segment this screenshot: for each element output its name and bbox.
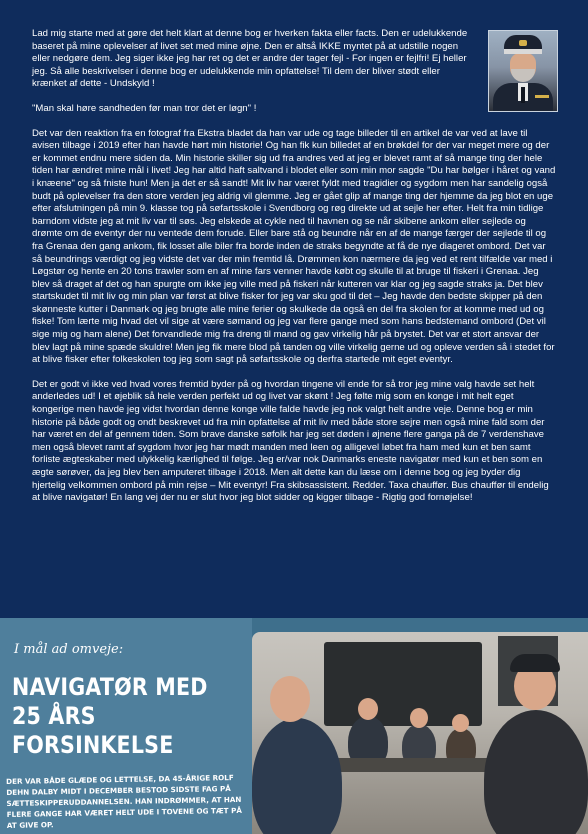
newspaper-clipping	[0, 618, 588, 834]
clipping-lead: DER VAR BÅDE GLÆDE OG LETTELSE, DA 45-ÅRIGE ROLF DEHN DALBY MIDT I DECEMBER BESTOD SIDSTE FAG PÅ SÆTTESKIPPERUDDANNELSEN. HAN INDRØMMER, AT HAN FLERE GANGE HAR VÆRET HELT UDE I TOVENE OG TÆT PÅ AT GIVE OP.	[6, 773, 242, 830]
clipping-title-line: 25 ÅRS FORSINKELSE	[12, 702, 174, 759]
clipping-title	[12, 673, 218, 760]
quote-paragraph: "Man skal høre sandheden før man tror det er løgn" !	[32, 102, 257, 114]
classroom-photo	[252, 632, 588, 834]
clipping-text-panel	[0, 618, 252, 834]
body-paragraph: Det var den reaktion fra en fotograf fra Ekstra bladet da han var ude og tage billeder til en artikel de var ved at lave til avisen tilbage i 2019 efter han havde hørt min historie! Og han fik kun billedet af en brøkdel for der var meget mere og der er kommet endnu mere siden da. Min historie skiller sig ud fra andres ved at jeg er blevet ramt af så mange ting der hele tiden har ændret mine mål i livet! Jeg har altid haft saltvand i blodet eller som min mor sagde "Du har bølger i håret og vand i knæene" og så fniste hun! Men ja det er så sandt! Mit liv har været fyldt med tragidier og sygdom men har sandelig også budt på oplevelser fra den store verden jeg aldrig vil glemme. Jeg er gået glip af mange ting der hjemme da jeg blot en uge efter afslutningen på min 9. klasse tog på søfartsskole i Svendborg og røg direkte ud at sejle her efter. Helt fra min tidlige barndom vidste jeg at mit liv var til søs. Jeg elskede at cykle ned til havnen og se når skibene ankom eller sejlede og drømte om de eventyr der nu ventede dem forude. Eller bare stå og beundre når en af de mange færger der sejlede til og fra Grenaa den gang ankom, fik losset alle biler fra borde inden de straks begyndte at få de nye diageret ombord. Det var så beundrings værdigt og jeg vidste det var der min fremtid lå. Drømmen kon nærmere da jeg ved et rent tilfælde var med i Løgstør og hente en 20 tons trawler som en af mine fars venner havde købt og skulle til at bruge til fiskeri i Grenaa. Jeg blev så draget af det og han spurgte om ikke jeg ville med på fiskeri når kutteren var klar og jeg sagde straks ja. Det blev startskudet til mit liv og min plan var først at blive fisker for jeg var sku god til det – Jeg havde den bedste skipper på den skønneste kutter i Danmark og jeg brugte alle mine ferier og skulkede da også en del fra skolen for at komme med ud og fiske! Tom lærte mig hvad det vil sige at være sømand og jeg var flere gange med som hans bedstemand ombord (Det vil sige mig og ham alene) Det forvandlede mig fra dreng til mand og gav virkelig hår på brystet. Det var et stort ansvar der blev lagt på mine spæde skuldre! Men jeg fik mere blod på tanden og ville virkelig gerne ud og opleve verden så i stedet for at blive fisker efter folkeskolen tog jeg som sagt på søfartsskole og derfra startede mit eget eventyr.	[32, 127, 556, 366]
clipping-title-line: NAVIGATØR MED	[12, 673, 208, 701]
clipping-kicker: I mål ad omveje:	[14, 642, 124, 657]
article-text	[32, 28, 556, 517]
intro-paragraph: Lad mig starte med at gøre det helt klart at denne bog er hverken fakta eller facts. Den er udelukkende baseret på mine oplevelser af livet set med mine øjne. Den er altså IKKE myntet på at udstille nogen eller nedgøre dem. Jeg siger ikke jeg har ret og det er andre der tager fejl - For ingen er fejlfri! Ej heller jeg. Så alle beskrivelser i denne bog er udelukkende min opfattelse! Til dem der bliver stødt eller krænket af dette - Undskyld !	[32, 28, 468, 90]
body-paragraph: Det er godt vi ikke ved hvad vores fremtid byder på og hvordan tingene vil ende for så tror jeg mine valg havde set helt anderledes ud! I et øjeblik så hele verden perfekt ud og livet var skønt ! Jeg følte mig som en konge i mit helt eget kongerige men havde jeg vidst hvordan denne konge ville falde havde jeg nok valgt helt andre veje. Denne bog er min historie på både godt og ondt beskrevet ud fra min opfattelse af mit liv med både store sejre men også mine fald som der har været en del af gennem tiden. Som brave danske søfolk har jeg set døden i øjnene flere ganga på de 7 verdenshave men også blevet ramt af sygdom hvor jeg har mødt manden med leen og alligevel løbet fra ham med kun et ben samt forliste ægteskaber med ulykkelig kærlighed til følge. Jeg er/var nok Danmarks eneste navigatør med kun et ben som en ægte sørøver, da jeg blev ben amputeret tilbage i 2018. Men alt dette kan du læse om i denne bog og jeg byder dig hjertelig velkommen ombord på min rejse – Mit eventyr! Fra skibsassistent. Redder. Taxa chauffør. Bus chauffør til endelig at blive navigatør! En lang vej der nu er slut hvor jeg blot sidder og kigger tilbage - Rigtig god fornøjelse!	[32, 378, 549, 504]
